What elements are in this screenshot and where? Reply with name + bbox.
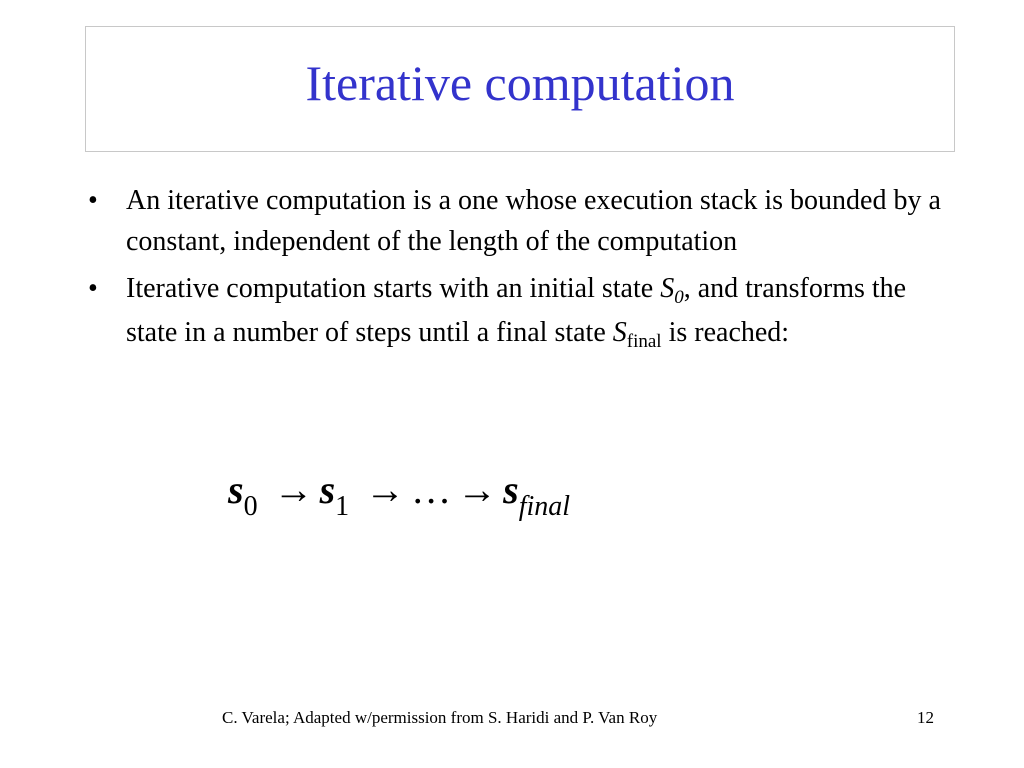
final-state-var: S <box>612 317 627 348</box>
formula-ellipsis: … <box>411 467 452 512</box>
formula-sfinal-sub: final <box>518 491 571 522</box>
bullet-item <box>86 268 946 356</box>
bullet-text-middle: , and transforms the state in a number of steps until a final state <box>126 273 907 348</box>
initial-state-var: S <box>660 273 675 304</box>
formula-arrow: → <box>273 467 314 512</box>
formula-sfinal-var: s <box>503 467 519 512</box>
bullet-item <box>86 180 946 262</box>
formula-arrow: → <box>457 467 498 512</box>
page-number: 12 <box>917 708 934 727</box>
state-transition-formula <box>228 467 571 522</box>
bullet-symbol: • <box>88 185 98 216</box>
formula-arrow: → <box>365 467 406 512</box>
slide-title: Iterative computation <box>305 55 735 111</box>
formula-s0-sub: 0 <box>243 491 258 522</box>
formula-s1-var: s <box>319 467 336 512</box>
formula-s1-sub: 1 <box>335 491 350 522</box>
title-box <box>85 26 955 152</box>
initial-state-subscript: 0 <box>674 287 684 308</box>
bullet-list <box>86 180 946 362</box>
bullet-text: An iterative computation is a one whose execution stack is bounded by a constant, independent of the length of the computation <box>126 185 941 257</box>
bullet-text-start: Iterative computation starts with an initial state <box>126 273 661 304</box>
footer-credit: C. Varela; Adapted w/permission from S. Haridi and P. Van Roy <box>222 708 658 727</box>
bullet-symbol: • <box>88 273 98 304</box>
bullet-text-end: is reached: <box>661 317 790 348</box>
formula-s0-var: s <box>228 467 244 512</box>
final-state-subscript: final <box>626 331 662 352</box>
